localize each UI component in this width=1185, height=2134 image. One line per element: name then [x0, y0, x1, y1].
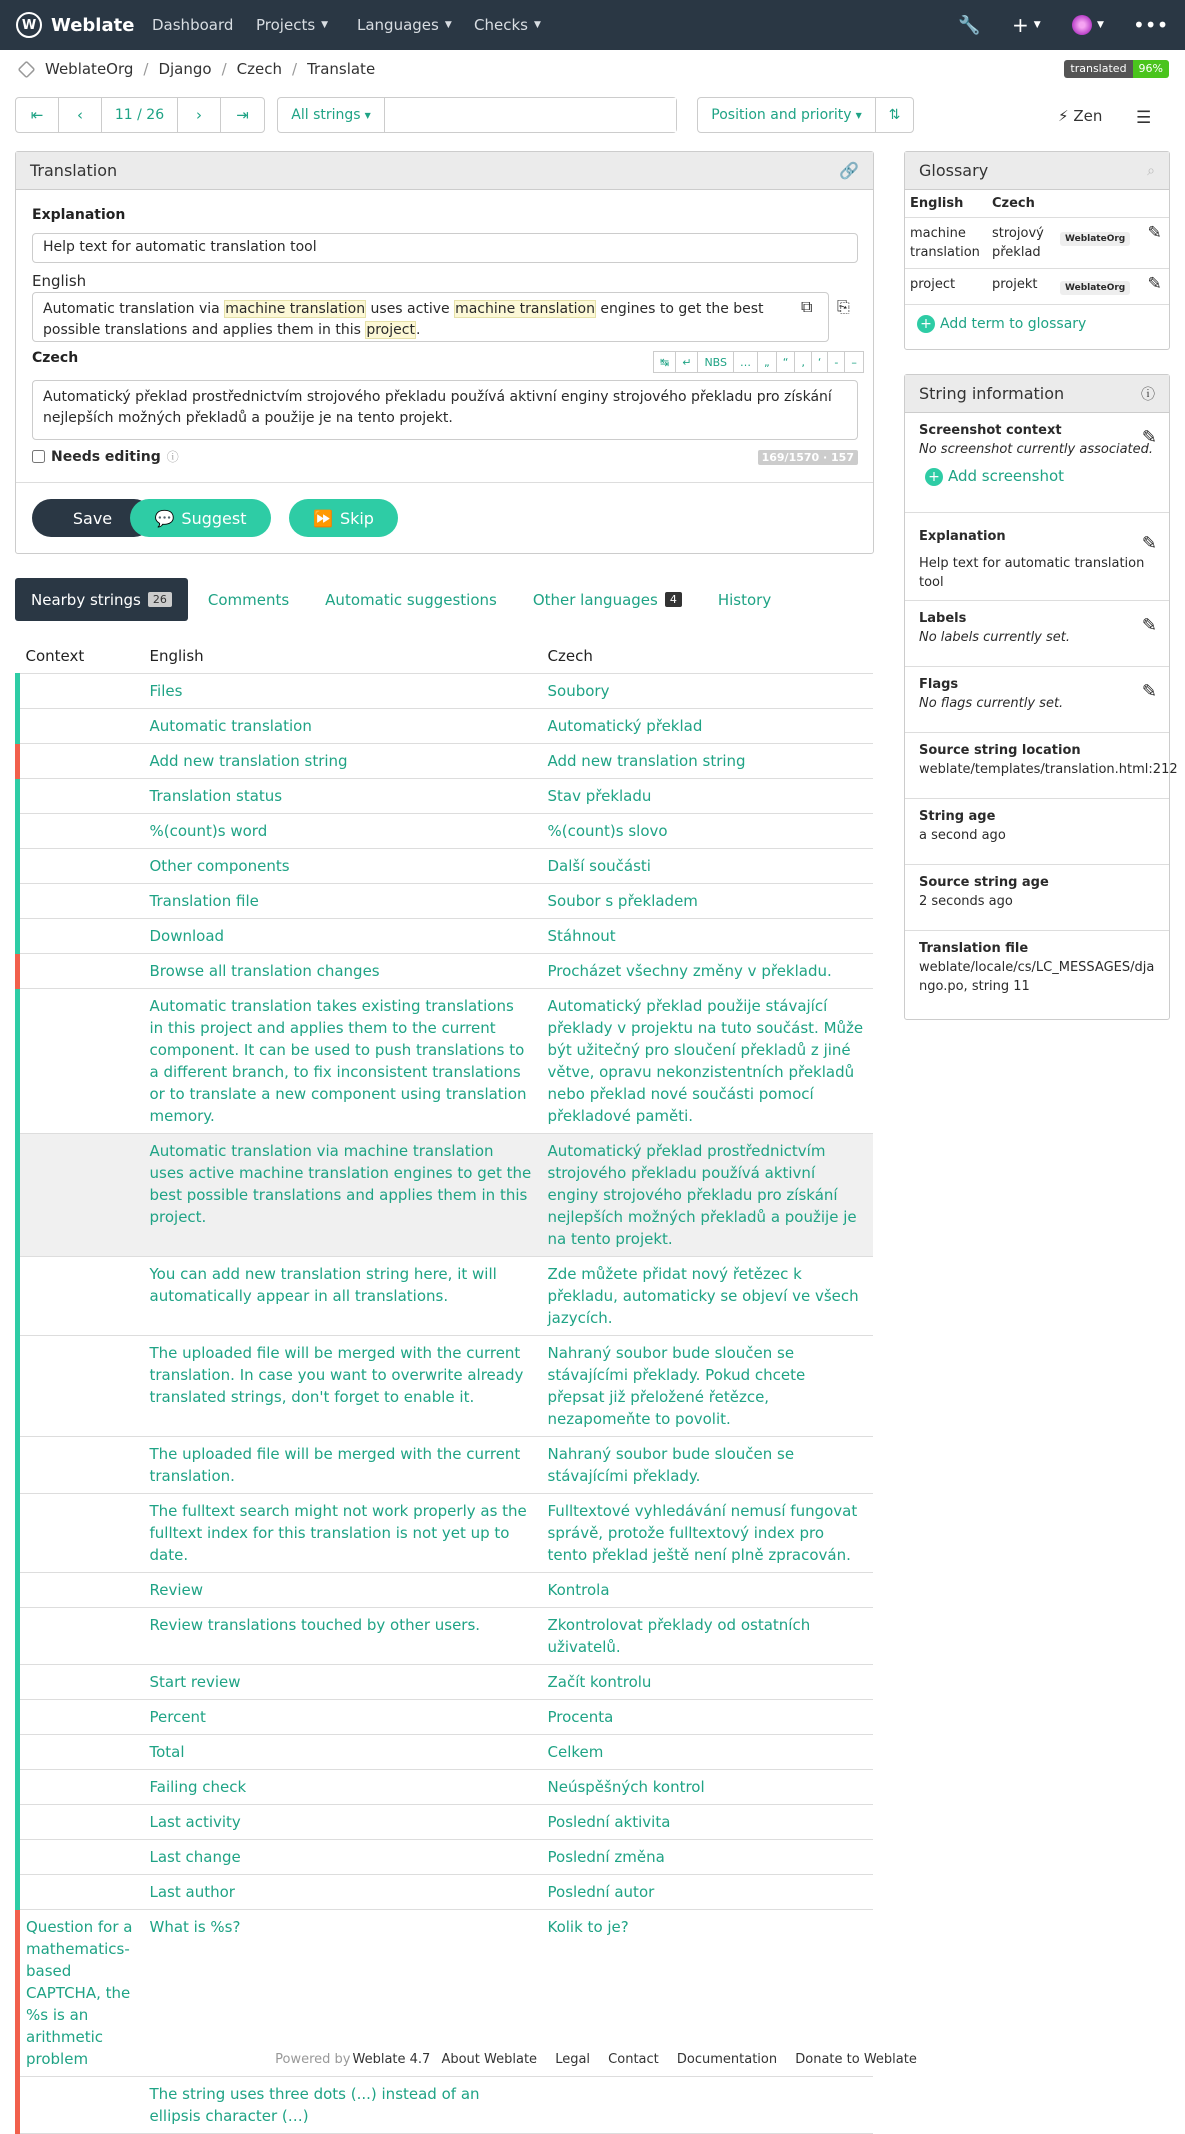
special-char-single[interactable]: ‘	[811, 351, 829, 373]
row-translation-link[interactable]: Stav překladu	[540, 778, 874, 813]
row-context	[18, 1699, 142, 1734]
glossary-term[interactable]: machine translation	[225, 301, 366, 317]
glossary-row: project projekt WeblateOrg ✎	[905, 269, 1169, 305]
table-row[interactable]	[18, 1909, 874, 2076]
row-context	[18, 1734, 142, 1769]
special-char-tab[interactable]: ↹	[653, 351, 676, 373]
row-source-link[interactable]: Last activity	[142, 1804, 540, 1839]
row-context	[18, 1133, 142, 1256]
link-icon[interactable]: 🔗	[839, 161, 859, 180]
glossary-panel	[904, 151, 1170, 350]
edit-flags-icon[interactable]: ✎	[1141, 681, 1157, 702]
project-icon	[17, 60, 35, 78]
row-translation-link[interactable]: Stáhnout	[540, 918, 874, 953]
row-translation-link[interactable]: Procenta	[540, 1699, 874, 1734]
row-translation-link[interactable]: Add new translation string	[540, 743, 874, 778]
row-translation-link[interactable]: Celkem	[540, 1734, 874, 1769]
edit-pencil-icon[interactable]: ✎	[1143, 218, 1169, 269]
glossary-table	[905, 190, 1169, 305]
footer-documentation-link[interactable]: Documentation	[676, 2052, 778, 2067]
table-row[interactable]	[18, 1874, 874, 1909]
clone-to-translation-icon[interactable]: ⎘	[837, 297, 850, 316]
row-source-link[interactable]: Start review	[142, 1664, 540, 1699]
translated-badge: translated 96%	[1064, 60, 1169, 78]
location-title: Source string location	[919, 743, 1081, 758]
table-row[interactable]	[18, 2076, 874, 2133]
glossary-row: machine translation strojový překlad WeblateOrg ✎	[905, 218, 1169, 269]
flags-value: No flags currently set.	[919, 696, 1064, 711]
row-context	[18, 883, 142, 918]
table-row[interactable]	[18, 1839, 874, 1874]
row-context	[18, 988, 142, 1133]
row-source-link[interactable]: Files	[142, 673, 540, 708]
tab-comments[interactable]: Comments	[207, 590, 290, 609]
suggest-button[interactable]: 💬 Suggest	[130, 499, 271, 537]
panel-title: Translation	[30, 161, 118, 180]
tab-automatic-suggestions[interactable]: Automatic suggestions	[325, 590, 497, 609]
row-translation-link[interactable]: Poslední změna	[540, 1839, 874, 1874]
table-row[interactable]	[18, 673, 874, 708]
footer-version-link[interactable]: Weblate 4.7	[352, 2052, 431, 2067]
flags-title: Flags	[919, 677, 959, 692]
save-button[interactable]: Save	[32, 499, 153, 537]
row-source-link[interactable]: Total	[142, 1734, 540, 1769]
row-translation-link[interactable]: Zde můžete přidat nový řetězec k překladu, automaticky se objeví ve všech jazycích.	[540, 1256, 874, 1335]
info-circle-icon[interactable]: ⓘ	[1141, 386, 1155, 403]
special-char-lowquote[interactable]: „	[757, 351, 777, 373]
table-row[interactable]	[18, 988, 874, 1133]
row-translation-link[interactable]: Fulltextové vyhledávání nemusí fungovat správě, protože fulltextový index pro tento překlad ještě není plně zpracován.	[540, 1493, 874, 1572]
row-source-link[interactable]: Automatic translation	[142, 708, 540, 743]
table-row[interactable]	[18, 953, 874, 988]
table-row[interactable]	[18, 1436, 874, 1493]
caret-down-icon: ▼	[321, 20, 329, 30]
source-text: Automatic translation via machine translation uses active machine translation engines to get the best possible translations and applies them in this project.	[32, 292, 829, 342]
target-label: Czech	[32, 350, 79, 366]
nav-languages[interactable]: Languages ▼	[357, 16, 452, 34]
search-form	[277, 97, 677, 133]
row-translation-link[interactable]: Neúspěšných kontrol	[540, 1769, 874, 1804]
row-translation-link[interactable]: Zkontrolovat překlady od ostatních uživatelů.	[540, 1607, 874, 1664]
row-context	[18, 1256, 142, 1335]
row-translation-link[interactable]: Nahraný soubor bude sloučen se stávajícími překlady. Pokud chcete přepsat již přeložené řetězce, nezapomeňte to povolit.	[540, 1335, 874, 1436]
glossary-project-badge: WeblateOrg	[1060, 232, 1130, 246]
crumb-django[interactable]: Django	[158, 60, 212, 78]
footer-donate-link[interactable]: Donate to Weblate	[795, 2052, 917, 2067]
row-context	[18, 1436, 142, 1493]
footer-legal-link[interactable]: Legal	[555, 2052, 591, 2067]
row-source-link[interactable]: Automatic translation via machine translation uses active machine translation engines to get the best possible translations and applies them in this project.	[142, 1133, 540, 1256]
row-context	[18, 1607, 142, 1664]
row-source-link[interactable]: Other components	[142, 848, 540, 883]
row-source-link[interactable]: Translation status	[142, 778, 540, 813]
row-source-link[interactable]: The uploaded file will be merged with the current translation. In case you want to overwrite already translated strings, don't forget to enable it.	[142, 1335, 540, 1436]
row-context	[18, 778, 142, 813]
special-char-nbsp[interactable]: NBS	[697, 351, 734, 373]
last-string-button[interactable]: ⇥	[236, 106, 249, 124]
table-row[interactable]	[18, 1664, 874, 1699]
translation-panel	[15, 151, 874, 554]
row-context	[18, 1335, 142, 1436]
translation-textarea[interactable]: Automatický překlad prostřednictvím strojového překladu používá aktivní enginy strojového překladu pro získání nejlepších možných překladů a použije je na tento projekt.	[32, 380, 858, 440]
more-menu-icon[interactable]: •••	[1133, 13, 1169, 37]
row-translation-link[interactable]: Nahraný soubor bude sloučen se stávajícími překlady.	[540, 1436, 874, 1493]
table-row[interactable]	[18, 1256, 874, 1335]
row-source-link[interactable]: What is %s?	[142, 1909, 540, 2076]
top-navbar	[0, 0, 1185, 50]
edit-pencil-icon[interactable]: ✎	[1143, 269, 1169, 305]
glossary-column-czech: Czech	[987, 190, 1169, 218]
plus-circle-icon: +	[917, 315, 935, 333]
row-source-link[interactable]: You can add new translation string here, it will automatically appear in all translations.	[142, 1256, 540, 1335]
row-source-link[interactable]: The fulltext search might not work properly as the fulltext index for this translation is not yet up to date.	[142, 1493, 540, 1572]
row-source-link[interactable]: Last change	[142, 1839, 540, 1874]
translation-file-value[interactable]: weblate/locale/cs/LC_MESSAGES/django.po, string 11	[919, 960, 1155, 994]
footer: Powered by Weblate 4.7 About Weblate Legal Contact Documentation Donate to Weblate	[275, 2052, 917, 2067]
row-translation-link[interactable]: Kontrola	[540, 1572, 874, 1607]
table-row[interactable]	[18, 1804, 874, 1839]
crumb-translate[interactable]: Translate	[307, 60, 376, 78]
row-context	[18, 1493, 142, 1572]
labels-title: Labels	[919, 611, 967, 626]
avatar	[1072, 15, 1092, 35]
row-context	[18, 708, 142, 743]
row-context	[18, 1874, 142, 1909]
string-age-title: String age	[919, 809, 996, 824]
footer-about-link[interactable]: About Weblate	[441, 2052, 538, 2067]
row-context	[18, 1572, 142, 1607]
needs-editing-checkbox[interactable]: Needs editing ⓘ	[32, 448, 179, 465]
row-context	[18, 2076, 142, 2133]
location-value[interactable]: weblate/templates/translation.html:212	[919, 762, 1178, 777]
row-translation-link[interactable]: Soubor s překladem	[540, 883, 874, 918]
row-translation-link[interactable]: Další součásti	[540, 848, 874, 883]
source-age-title: Source string age	[919, 875, 1049, 890]
explanation-label: Explanation	[32, 207, 126, 223]
row-source-link[interactable]: Add new translation string	[142, 743, 540, 778]
add-plus-icon[interactable]: + ▼	[1012, 13, 1041, 37]
table-row[interactable]	[18, 918, 874, 953]
edit-explanation-icon[interactable]: ✎	[1141, 533, 1157, 554]
row-context	[18, 673, 142, 708]
previous-string-button[interactable]: ‹	[59, 98, 102, 132]
row-context	[18, 918, 142, 953]
nav-dashboard[interactable]: Dashboard	[152, 16, 234, 34]
needs-editing-input[interactable]	[32, 450, 45, 463]
row-context	[18, 813, 142, 848]
caret-down-icon: ▼	[444, 20, 452, 30]
brand[interactable]	[16, 0, 134, 50]
add-screenshot-link[interactable]: + Add screenshot	[925, 467, 1155, 486]
source-label: English	[32, 272, 87, 290]
row-translation-link[interactable]: Automatický překlad	[540, 708, 874, 743]
edit-labels-icon[interactable]: ✎	[1141, 615, 1157, 636]
row-source-link[interactable]: Automatic translation takes existing translations in this project and applies them to the current component. It can be used to push translations to a different branch, to fix inconsistent translations or to translate a new component using translation memory.	[142, 988, 540, 1133]
row-translation-link[interactable]: Procházet všechny změny v překladu.	[540, 953, 874, 988]
row-context: Question for a mathematics-based CAPTCHA, the %s is an arithmetic problem	[18, 1909, 142, 2076]
table-row[interactable]	[18, 778, 874, 813]
table-row[interactable]	[18, 883, 874, 918]
tab-other-languages[interactable]: Other languages 4	[517, 578, 698, 621]
column-english: English	[142, 640, 540, 673]
column-context: Context	[18, 640, 142, 673]
glossary-project-badge: WeblateOrg	[1060, 281, 1130, 295]
zen-mode-button[interactable]: ⚡ Zen	[1058, 107, 1103, 125]
table-row[interactable]	[18, 1607, 874, 1664]
edit-screenshot-icon[interactable]: ✎	[1141, 427, 1157, 448]
row-translation-link[interactable]: Kolik to je?	[540, 1909, 874, 2076]
glossary-search-icon[interactable]: ⌕	[1147, 162, 1155, 179]
labels-value: No labels currently set.	[919, 630, 1071, 645]
explanation-value: Help text for automatic translation tool	[919, 556, 1145, 590]
row-source-link[interactable]: Percent	[142, 1699, 540, 1734]
row-source-link[interactable]: %(count)s word	[142, 813, 540, 848]
sort-dropdown[interactable]: Position and priority ▼	[698, 98, 876, 132]
info-title: String information	[919, 384, 1065, 403]
special-char-quote[interactable]: “	[776, 351, 796, 373]
table-row[interactable]	[18, 1572, 874, 1607]
screenshot-value: No screenshot currently associated.	[919, 442, 1154, 457]
user-menu[interactable]: ▼	[1072, 0, 1104, 50]
table-row[interactable]	[18, 848, 874, 883]
row-source-link[interactable]: Translation file	[142, 883, 540, 918]
row-translation-link[interactable]	[540, 2076, 874, 2133]
row-context	[18, 1839, 142, 1874]
crumb-weblateorg[interactable]: WeblateOrg	[45, 60, 134, 78]
footer-contact-link[interactable]: Contact	[608, 2052, 659, 2067]
nearby-strings-table	[15, 640, 873, 2134]
nav-projects[interactable]: Projects ▼	[256, 16, 329, 34]
nav-checks[interactable]: Checks ▼	[474, 16, 541, 34]
filter-dropdown[interactable]: All strings ▼	[278, 98, 385, 132]
tab-nearby-strings[interactable]: Nearby strings 26	[15, 578, 188, 621]
sort-direction-icon[interactable]: ⇅	[888, 107, 901, 123]
position-indicator: 11 / 26	[102, 98, 178, 132]
source-age-value: 2 seconds ago	[919, 894, 1013, 909]
explanation-title: Explanation	[919, 529, 1006, 544]
brand-name: Weblate	[51, 14, 135, 36]
table-row[interactable]	[18, 1493, 874, 1572]
screenshot-title: Screenshot context	[919, 423, 1062, 438]
special-char-ellipsis[interactable]: …	[733, 351, 758, 373]
glossary-term[interactable]: project	[366, 322, 415, 338]
special-char-endash[interactable]: –	[844, 351, 864, 373]
table-row[interactable]	[18, 708, 874, 743]
table-row[interactable]	[18, 1699, 874, 1734]
breadcrumb: WeblateOrg / Django / Czech / Translate	[18, 58, 375, 80]
glossary-title: Glossary	[919, 161, 989, 180]
glossary-column-english: English	[905, 190, 987, 218]
row-source-link[interactable]: The uploaded file will be merged with the current translation.	[142, 1436, 540, 1493]
row-translation-link[interactable]: %(count)s slovo	[540, 813, 874, 848]
next-string-button[interactable]: ›	[178, 98, 221, 132]
row-translation-link[interactable]: Poslední autor	[540, 1874, 874, 1909]
row-translation-link[interactable]: Automatický překlad prostřednictvím strojového překladu používá aktivní enginy strojového překladu pro získání nejlepších možných překladů a použije je na tento projekt.	[540, 1133, 874, 1256]
first-string-button[interactable]: ⇤	[16, 98, 59, 132]
translation-file-title: Translation file	[919, 941, 1029, 956]
skip-button[interactable]: ⏩ Skip	[289, 499, 398, 537]
row-source-link[interactable]: Failing check	[142, 1769, 540, 1804]
sort-control	[697, 97, 914, 133]
table-row[interactable]	[18, 1734, 874, 1769]
special-char-hyphen[interactable]: -	[827, 351, 845, 373]
string-age-value: a second ago	[919, 828, 1006, 843]
string-pager	[15, 97, 265, 133]
table-row[interactable]	[18, 1335, 874, 1436]
special-char-lowsingle[interactable]: ‚	[794, 351, 812, 373]
plus-circle-icon: +	[925, 468, 943, 486]
special-characters-toolbar	[654, 351, 864, 373]
row-source-link[interactable]: Download	[142, 918, 540, 953]
add-term-link[interactable]: + Add term to glossary	[905, 305, 1169, 343]
row-context	[18, 953, 142, 988]
skip-icon: ⏩	[313, 508, 333, 528]
row-context	[18, 1769, 142, 1804]
row-source-link[interactable]: Review translations touched by other users.	[142, 1607, 540, 1664]
wrench-icon[interactable]: 🔧	[958, 14, 981, 36]
row-source-link[interactable]: The string uses three dots (...) instead of an ellipsis character (…)	[142, 2076, 540, 2133]
row-context	[18, 1804, 142, 1839]
row-context	[18, 848, 142, 883]
row-context	[18, 1664, 142, 1699]
row-translation-link[interactable]: Začít kontrolu	[540, 1664, 874, 1699]
sliders-icon[interactable]: ☰	[1136, 108, 1152, 128]
table-row[interactable]	[18, 1133, 874, 1256]
row-translation-link[interactable]: Automatický překlad použije stávající překlady v projektu na tuto součást. Může být užitečný pro sloučení překladů z jiné větve, opravu nekonzistentních překladů nebo překlad nové součásti pomocí překladové paměti.	[540, 988, 874, 1133]
explanation-text: Help text for automatic translation tool	[32, 233, 858, 263]
row-source-link[interactable]: Last author	[142, 1874, 540, 1909]
translation-tabs	[15, 578, 787, 621]
search-input[interactable]	[385, 98, 676, 132]
info-icon: ⓘ	[166, 450, 179, 464]
row-source-link[interactable]: Browse all translation changes	[142, 953, 540, 988]
string-information-panel	[904, 374, 1178, 1020]
crumb-czech[interactable]: Czech	[236, 60, 282, 78]
weblate-logo-icon: W	[16, 12, 42, 38]
table-row[interactable]	[18, 813, 874, 848]
row-translation-link[interactable]: Poslední aktivita	[540, 1804, 874, 1839]
row-translation-link[interactable]: Soubory	[540, 673, 874, 708]
copy-icon[interactable]: ⧉	[801, 297, 813, 316]
tab-history[interactable]: History	[717, 590, 772, 609]
length-counter: 169/1570 · 157	[758, 450, 858, 465]
table-row[interactable]	[18, 743, 874, 778]
column-czech: Czech	[540, 640, 874, 673]
glossary-term[interactable]: machine translation	[455, 301, 595, 317]
row-source-link[interactable]: Review	[142, 1572, 540, 1607]
table-row[interactable]	[18, 1769, 874, 1804]
suggest-icon: 💬	[154, 508, 175, 528]
row-context	[18, 743, 142, 778]
special-char-newline[interactable]: ↵	[675, 351, 698, 373]
caret-down-icon: ▼	[533, 20, 541, 30]
